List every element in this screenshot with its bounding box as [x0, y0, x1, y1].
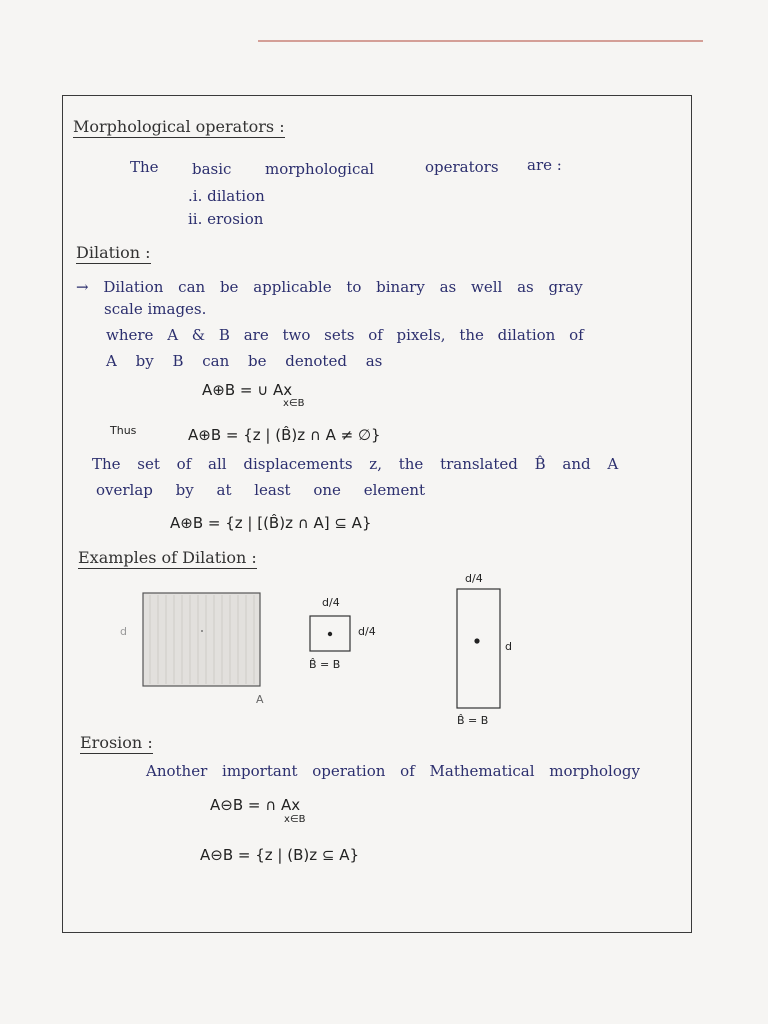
example-structuring-element-square [308, 614, 354, 654]
label-A: A [256, 693, 264, 706]
dilation-equation-set: A⊕B = {z | (B̂)z ∩ A ≠ ∅} [188, 426, 381, 444]
label-d-left: d [120, 625, 127, 638]
erosion-line-1: Another important operation of Mathematical morphology [146, 762, 640, 780]
label-d4-rect: d/4 [465, 572, 483, 585]
section-heading-examples [78, 548, 257, 567]
erosion-equation-intersection: A⊖B = ∩ Ax [210, 796, 301, 814]
dilation-line-5: The set of all displacements z, the translated B̂ and A [92, 455, 619, 473]
label-d-rect: d [505, 640, 512, 653]
intro-word-basic: basic [192, 160, 232, 178]
dilation-line-4: A by B can be denoted as [106, 352, 383, 370]
erosion-heading-text: Erosion : [80, 733, 153, 752]
intro-word-are: are : [527, 156, 562, 174]
section-heading-morphological-operators [73, 117, 285, 136]
list-item-erosion: ii. erosion [188, 210, 264, 228]
label-bhat-equals-b-2: B̂ = B [457, 714, 489, 727]
examples-heading-text: Examples of Dilation : [78, 548, 257, 567]
erosion-equation-set: A⊖B = {z | (B)z ⊆ A} [200, 846, 360, 864]
dilation-line-6: overlap by at least one element [96, 481, 426, 499]
erosion-equation-intersection-subscript: x∈B [284, 814, 306, 825]
dilation-heading-text: Dilation : [76, 243, 151, 262]
section-heading-dilation [76, 243, 151, 262]
label-d4-side: d/4 [358, 625, 376, 638]
heading-text: Morphological operators : [73, 117, 285, 136]
dilation-line-3: where A & B are two sets of pixels, the dilation of [106, 326, 584, 344]
dilation-equation-subset: A⊕B = {z | [(B̂)z ∩ A] ⊆ A} [170, 514, 372, 532]
example-shaded-square-A [140, 590, 265, 690]
page-frame [62, 95, 692, 933]
intro-word-the: The [130, 158, 159, 176]
top-edge-mark [258, 40, 703, 42]
example-tall-rectangle [455, 587, 505, 712]
intro-word-morphological: morphological [265, 160, 375, 178]
dilation-line-1: → Dilation can be applicable to binary as well as gray [76, 278, 583, 296]
dilation-equation-union: A⊕B = ∪ Ax [202, 381, 293, 399]
thus-label: Thus [110, 424, 137, 437]
intro-word-operators: operators [425, 158, 499, 176]
dilation-equation-union-subscript: x∈B [283, 398, 305, 409]
label-bhat-equals-b-1: B̂ = B [309, 658, 341, 671]
section-heading-erosion [80, 733, 153, 752]
label-d4-top: d/4 [322, 596, 340, 609]
dilation-line-2: scale images. [104, 300, 207, 318]
list-item-dilation: .i. dilation [188, 187, 265, 205]
